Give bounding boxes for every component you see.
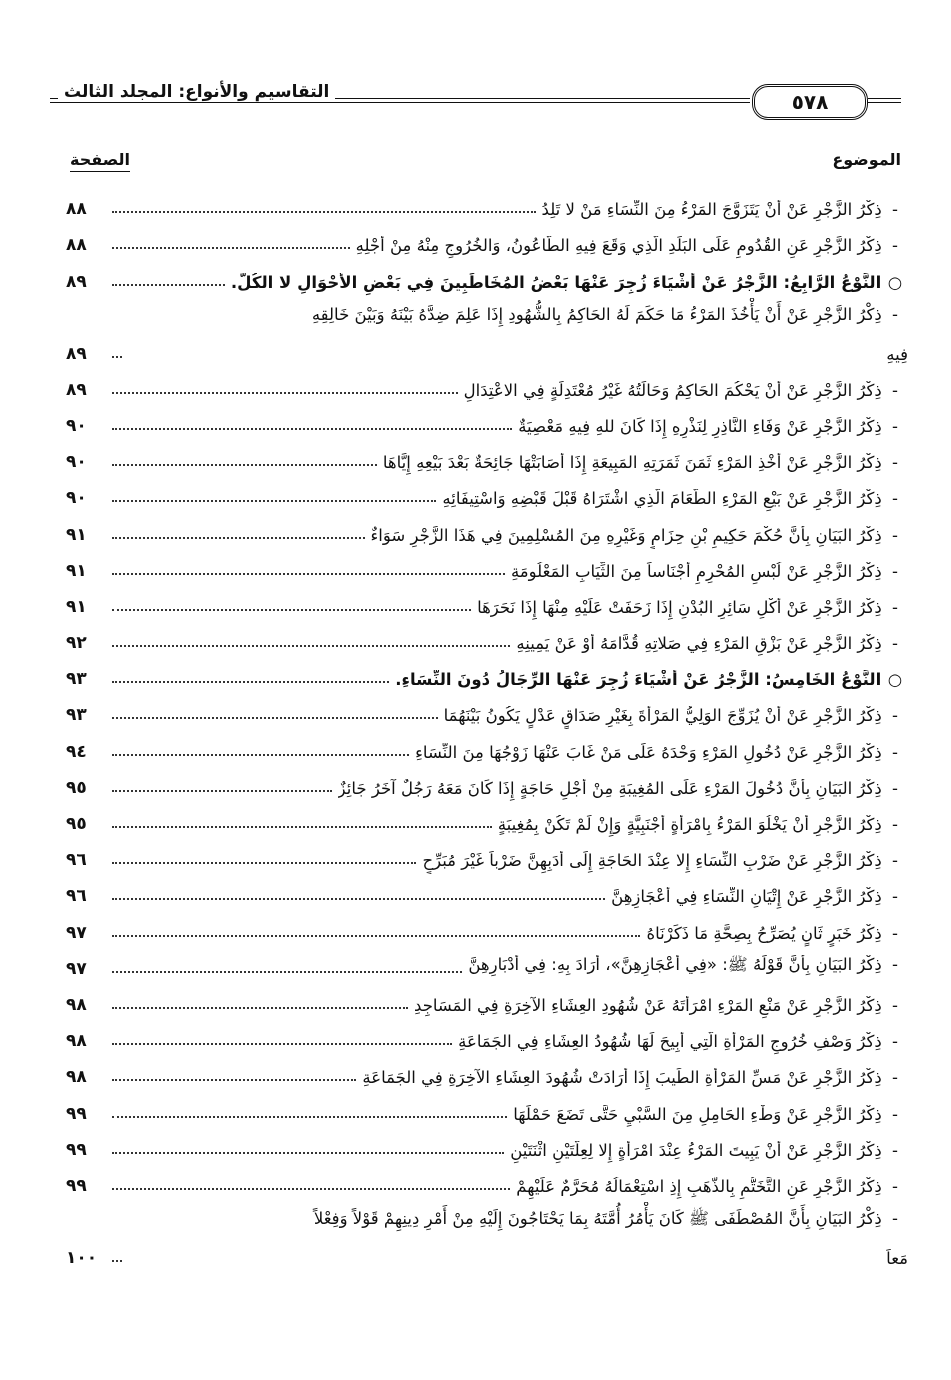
toc-entry[interactable] xyxy=(66,1164,903,1200)
toc-entry-text xyxy=(442,489,903,512)
entry-line: ذِكْرُ الزَّجْرِ عَنْ أَخْذِ المَرْءِ ثَمَنَ ثَمَرَتِهِ المَبِيعَةِ إِذَا أَصَابَتْهَا جَائِحَةٌ بَعْدَ بَيْعِهِ إِيَّاهَا xyxy=(382,453,882,473)
toc-entry-text xyxy=(513,1105,903,1128)
toc-page-number: ٨٩ xyxy=(66,343,87,364)
header-title: التقاسيم والأنواع: المجلد الثالث xyxy=(58,82,335,102)
entry-line: ذِكْرُ خَبَرٍ ثَانٍ يُصَرِّحُ بِصِحَّةِ مَا ذَكَرْنَاهُ xyxy=(646,923,882,943)
toc-entry[interactable] xyxy=(66,223,903,259)
dot-leader xyxy=(112,356,122,358)
circle-bullet-icon: ○ xyxy=(887,670,903,690)
toc-page-number: ٩١ xyxy=(66,524,87,545)
entry-line: ذِكْرُ وَصْفِ خُرُوجِ المَرْأَةِ الَّتِي أُبِيحَ لَهَا شُهُودُ العِشَاءِ فِي الجَمَاعَةِ xyxy=(458,1032,882,1052)
dot-leader xyxy=(112,1007,408,1009)
toc-entry[interactable] xyxy=(66,187,903,223)
dash-bullet: - xyxy=(892,742,898,762)
dot-leader xyxy=(112,862,416,864)
toc-page-number: ٩١ xyxy=(66,596,87,617)
toc-page-number: ٩٨ xyxy=(66,994,87,1015)
toc-entry[interactable] xyxy=(66,1091,903,1127)
entry-line: ذِكْرُ الزَّجْرِ عَنْ أَنْ يَأْخُذَ المَرْءُ مَا حَكَمَ لَهُ الحَاكِمُ بِالشُّهُودِ إِذَا عَلِمَ ضِدَّهُ بَيْنَهُ وَبَيْنَ خَالِقِهِ xyxy=(311,304,882,324)
toc-entry[interactable] xyxy=(66,910,903,946)
running-header xyxy=(50,78,901,118)
toc-entry[interactable] xyxy=(66,693,903,729)
entry-line: ذِكْرُ البَيَانِ بِأَنَّ دُخُولَ المَرْءِ عَلَى المُغِيبَةِ مِنْ أَجْلِ حَاجَةٍ إِذَا كَانَ مَعَهُ رَجُلٌ آخَرُ جَائِزٌ xyxy=(337,778,882,798)
header-rule xyxy=(868,98,901,99)
toc-page-number: ٩٠ xyxy=(66,488,87,509)
toc-entry-text xyxy=(477,598,903,621)
toc-page-number: ٩٥ xyxy=(66,814,87,834)
entry-line: ذِكْرُ الزَّجْرِ عَنْ بَزْقِ المَرْءِ فِي صَلاتِهِ قُدَّامَهُ أَوْ عَنْ يَمِينِهِ xyxy=(516,634,882,654)
dot-leader xyxy=(112,681,389,683)
toc-page-number: ٩٦ xyxy=(66,886,87,907)
dot-leader xyxy=(112,935,640,937)
toc-entry-text xyxy=(646,924,903,947)
toc-entry-text xyxy=(468,955,903,983)
toc-entry-text xyxy=(356,236,903,259)
toc-page-number: ٨٨ xyxy=(66,199,87,220)
entry-line: ذِكْرُ الزَّجْرِ عَنْ وَفَاءِ النَّاذِرِ لِنَذْرِهِ إِذَا كَانَ للهِ فِيهِ مَعْصِيَةٌ xyxy=(518,416,882,436)
toc-entry[interactable] xyxy=(66,1019,903,1055)
toc-entry-text xyxy=(518,417,903,440)
toc-entry[interactable] xyxy=(66,729,903,765)
toc-entry[interactable] xyxy=(66,585,903,621)
toc-page-number: ٩٦ xyxy=(66,850,87,871)
toc-entry[interactable] xyxy=(66,838,903,874)
toc-entry[interactable] xyxy=(66,440,903,476)
dash-bullet: - xyxy=(892,561,898,581)
toc-entry-text xyxy=(516,634,903,657)
dot-leader xyxy=(112,790,332,792)
dash-bullet: - xyxy=(892,1176,898,1196)
dash-bullet: - xyxy=(892,1068,898,1088)
dash-bullet: - xyxy=(892,815,898,834)
dot-leader xyxy=(112,754,409,756)
dash-bullet: - xyxy=(892,851,898,871)
toc-entry[interactable] xyxy=(66,947,903,983)
entry-line: ذِكْرُ البَيَانِ بِأَنَّ حُكْمَ حَكِيمِ بْنِ حِزَامٍ وَغَيْرِهِ مِنَ المُسْلِمِينَ فِي هَذَا الزَّجْرِ سَوَاءٌ xyxy=(370,525,882,545)
toc-entry[interactable] xyxy=(66,1128,903,1164)
dash-bullet: - xyxy=(892,416,898,436)
toc-entry-text xyxy=(464,381,903,404)
toc-entry[interactable] xyxy=(66,476,903,512)
entry-line: ذِكْرُ الزَّجْرِ عَنِ التَّخَتُّمِ بِالذَّهَبِ إِذِ اسْتِعْمَالُهُ مُحَرَّمٌ عَلَيْهِمْ xyxy=(516,1176,882,1196)
dash-bullet: - xyxy=(892,1104,898,1124)
dot-leader xyxy=(112,211,536,213)
entry-line: ذِكْرُ الزَّجْرِ عَنْ دُخُولِ المَرْءِ وَحْدَهُ عَلَى مَنْ غَابَ عَنْهَا زَوْجُهَا مِنَ النِّسَاءِ xyxy=(415,742,882,762)
toc-entry-text xyxy=(422,851,903,874)
dot-leader xyxy=(112,573,505,575)
toc-entry-text xyxy=(66,1202,903,1236)
entry-line: ذِكْرُ الزَّجْرِ عَنْ وَطْءِ الحَامِلِ مِنَ السَّبْيِ حَتَّى تَضَعَ حَمْلَهَا xyxy=(513,1104,882,1124)
toc-page-number: ١٠٠ xyxy=(66,1247,98,1268)
toc-entry-text xyxy=(414,996,903,1019)
toc-entry-text xyxy=(371,526,903,549)
toc-entry-text xyxy=(542,200,903,223)
toc-page-number: ٩٢ xyxy=(66,633,87,654)
toc-entry[interactable] xyxy=(66,549,903,585)
entry-line: ذِكْرُ البَيَانِ بِأَنَّ قَوْلَهُ ﷺ: «فِي أَعْجَازِهِنَّ»، أَرَادَ بِهِ: فِي أَدْبَارِهِنَّ xyxy=(468,954,882,974)
toc-entry[interactable] xyxy=(66,874,903,910)
dot-leader xyxy=(112,717,438,719)
toc-entry-text xyxy=(611,887,903,910)
entry-line: ذِكْرُ الزَّجْرِ عَنْ أَنْ يَبِيتَ المَرْءُ عِنْدَ امْرَأَةٍ إِلا لِعِلَّتَيْنِ اثْنَتَيْنِ xyxy=(510,1140,882,1160)
entry-line: ذِكْرُ البَيَانِ بِأَنَّ المُصْطَفَى ﷺ كَانَ يَأْمُرُ أُمَّتَهُ بِمَا يَحْتَاجُونَ إِلَيْهِ مِنْ أَمْرِ دِينِهِمْ قَوْلاً وَفِعْلاً xyxy=(313,1208,882,1228)
dash-bullet: - xyxy=(892,887,898,907)
dash-bullet: - xyxy=(892,453,898,473)
entry-line: ذِكْرُ الزَّجْرِ عَنْ أَنْ يَحْكُمَ الحَاكِمُ وَحَالَتُهُ غَيْرُ مُعْتَدِلَةٍ فِي الاعْتِدَالِ xyxy=(463,380,882,400)
entry-line: ذِكْرُ الزَّجْرِ عَنْ إِتْيَانِ النِّسَاءِ فِي أَعْجَازِهِنَّ xyxy=(611,887,882,907)
toc-page-number: ٩٠ xyxy=(66,415,87,436)
toc-entry[interactable] xyxy=(66,1055,903,1091)
toc-entry-text xyxy=(516,1177,903,1200)
dot-leader xyxy=(112,1152,504,1154)
dot-leader xyxy=(112,826,492,828)
toc-page-number: ٨٩ xyxy=(66,271,87,292)
dot-leader xyxy=(112,898,605,900)
dash-bullet: - xyxy=(892,597,898,617)
entry-line: ذِكْرُ الزَّجْرِ عَنْ ضَرْبِ النِّسَاءِ إِلا عِنْدَ الحَاجَةِ إِلَى أَدَبِهِنَّ ضَرْباً غَيْرَ مُبَرِّحٍ xyxy=(422,851,882,871)
toc-page-number: ٨٨ xyxy=(66,235,87,256)
toc-page-number: ٩٨ xyxy=(66,1067,87,1088)
toc-page-number: ٩٩ xyxy=(66,1175,87,1196)
toc-page-number: ٩١ xyxy=(66,560,87,581)
toc-entry-text xyxy=(383,453,903,476)
dash-bullet: - xyxy=(892,995,898,1015)
table-of-contents xyxy=(66,187,908,1272)
toc-entry-text xyxy=(415,743,903,766)
entry-line: ذِكْرُ الزَّجْرِ عَنْ بَيْعِ المَرْءِ الطَّعَامَ الَّذِي اشْتَرَاهُ قَبْلَ قَبْضِهِ وَاسْتِيفَائِهِ xyxy=(442,489,882,509)
toc-entry-text xyxy=(511,562,903,585)
dot-leader xyxy=(112,537,365,539)
toc-page-number: ٩٣ xyxy=(66,669,87,690)
toc-entry-text xyxy=(444,706,903,729)
toc-entry-text xyxy=(510,1141,903,1164)
dash-bullet: - xyxy=(892,706,898,726)
toc-page-number: ٩٧ xyxy=(66,958,87,979)
column-heading-topic: الموضوع xyxy=(832,150,901,169)
toc-entry[interactable] xyxy=(66,259,903,295)
dash-bullet: - xyxy=(892,489,898,509)
toc-section-heading xyxy=(231,273,903,296)
dot-leader xyxy=(112,464,377,466)
entry-line: ذِكْرُ الزَّجْرِ عَنْ لُبْسِ المُحْرِمِ أَجْنَاساً مِنَ الثِّيَابِ المَعْلُومَةِ xyxy=(510,561,882,581)
dash-bullet: - xyxy=(892,1208,898,1228)
entry-line: النَّوْعُ الخَامِسُ: الزَّجْرُ عَنْ أَشْيَاءَ زُجِرَ عَنْهَا الرِّجَالُ دُونَ النِّسَاءِ. xyxy=(395,670,882,690)
toc-page-number: ٩٨ xyxy=(66,1031,87,1052)
toc-page-number: ٩٠ xyxy=(66,452,87,473)
dot-leader xyxy=(112,1260,122,1262)
dot-leader xyxy=(112,428,512,430)
dash-bullet: - xyxy=(892,525,898,545)
toc-entry-text xyxy=(458,1032,903,1055)
dash-bullet: - xyxy=(892,954,898,974)
dash-bullet: - xyxy=(892,1140,898,1160)
dash-bullet: - xyxy=(892,200,898,220)
dash-bullet: - xyxy=(892,236,898,256)
entry-line: ذِكْرُ الزَّجْرِ عَنْ أَكْلِ سَائِرِ البُدْنِ إِذَا زَحَفَتْ عَلَيْهِ مِنْهَا إِذَا نَحَرَهَا xyxy=(477,597,882,617)
entry-line: ذِكْرُ الزَّجْرِ عَنْ مَنْعِ المَرْءِ امْرَأَتَهُ عَنْ شُهُودِ العِشَاءِ الآخِرَةِ فِي المَسَاجِدِ xyxy=(414,995,882,1015)
dash-bullet: - xyxy=(892,380,898,400)
header-rule xyxy=(50,102,750,103)
toc-entry[interactable] xyxy=(66,802,903,838)
dot-leader xyxy=(112,1079,356,1081)
dash-bullet: - xyxy=(892,778,898,798)
dot-leader xyxy=(112,392,458,394)
toc-page-number: ٨٩ xyxy=(66,379,87,400)
toc-page-number: ٩٧ xyxy=(66,922,87,943)
entry-line: ذِكْرُ الزَّجْرِ أَنْ يَخْلُوَ المَرْءُ بِامْرَأَةٍ أَجْنَبِيَّةٍ وَإِنْ لَمْ تَكُنْ بِمُغِيبَةٍ xyxy=(497,815,882,834)
toc-page-number: ٩٩ xyxy=(66,1139,87,1160)
dot-leader xyxy=(112,609,471,611)
dot-leader xyxy=(112,284,225,286)
toc-entry[interactable] xyxy=(66,296,908,368)
toc-entry[interactable] xyxy=(66,657,903,693)
toc-page-number: ٩٩ xyxy=(66,1103,87,1124)
toc-entry[interactable] xyxy=(66,512,903,548)
entry-line-continuation: مَعاً xyxy=(886,1248,908,1268)
page-number-box: ٥٧٨ xyxy=(752,84,868,120)
dot-leader xyxy=(112,247,350,249)
header-rule xyxy=(868,102,901,103)
entry-line: ذِكْرُ الزَّجْرِ عَنْ مَسِّ المَرْأَةِ الطِّيبَ إِذَا أَرَادَتْ شُهُودَ العِشَاءِ الآخِرَةِ فِي الجَمَاعَةِ xyxy=(362,1068,882,1088)
dot-leader xyxy=(112,1116,507,1118)
toc-entry[interactable] xyxy=(66,1200,908,1272)
toc-entry-text xyxy=(338,779,903,802)
dash-bullet: - xyxy=(892,634,898,654)
toc-page-number: ٩٤ xyxy=(66,741,87,762)
dot-leader xyxy=(112,1188,510,1190)
dash-bullet: - xyxy=(892,304,898,324)
dash-bullet: - xyxy=(892,923,898,943)
column-heading-page: الصفحة xyxy=(70,150,130,172)
toc-entry-text xyxy=(498,815,903,838)
toc-entry[interactable] xyxy=(66,983,903,1019)
toc-entry[interactable] xyxy=(66,404,903,440)
toc-entry[interactable] xyxy=(66,621,903,657)
dot-leader xyxy=(112,971,462,973)
entry-line: ذِكْرُ الزَّجْرِ عَنْ أَنْ يَتَزَوَّجَ المَرْءُ مِنَ النِّسَاءِ مَنْ لا تَلِدُ xyxy=(541,200,882,220)
entry-line: ذِكْرُ الزَّجْرِ عَنْ أَنْ يُزَوِّجَ الوَلِيُّ المَرْأَةَ بِغَيْرِ صَدَاقٍ عَدْلٍ يَكُونُ بَيْنَهُمَا xyxy=(443,706,882,726)
dot-leader xyxy=(112,1043,452,1045)
toc-entry-text xyxy=(66,298,903,332)
toc-page-number: ٩٥ xyxy=(66,777,87,798)
toc-page-number: ٩٣ xyxy=(66,705,87,726)
circle-bullet-icon: ○ xyxy=(887,272,903,292)
entry-line-continuation: فِيهِ xyxy=(886,344,908,364)
entry-line: النَّوْعُ الرَّابِعُ: الزَّجْرُ عَنْ أَشْيَاءَ زُجِرَ عَنْهَا بَعْضُ المُخَاطَبِينَ فِي بَعْضِ الأَحْوَالِ لا الكُلّ. xyxy=(230,272,882,292)
toc-entry[interactable] xyxy=(66,766,903,802)
toc-entry-text xyxy=(362,1068,903,1091)
dot-leader xyxy=(112,645,510,647)
toc-entry[interactable] xyxy=(66,368,903,404)
toc-section-heading xyxy=(395,670,903,693)
entry-line: ذِكْرُ الزَّجْرِ عَنِ القُدُومِ عَلَى البَلَدِ الَّذِي وَقَعَ فِيهِ الطَّاعُونُ، وَالخُرُوجِ مِنْهُ مِنْ أَجْلِهِ xyxy=(355,236,882,256)
dash-bullet: - xyxy=(892,1032,898,1052)
dot-leader xyxy=(112,500,436,502)
